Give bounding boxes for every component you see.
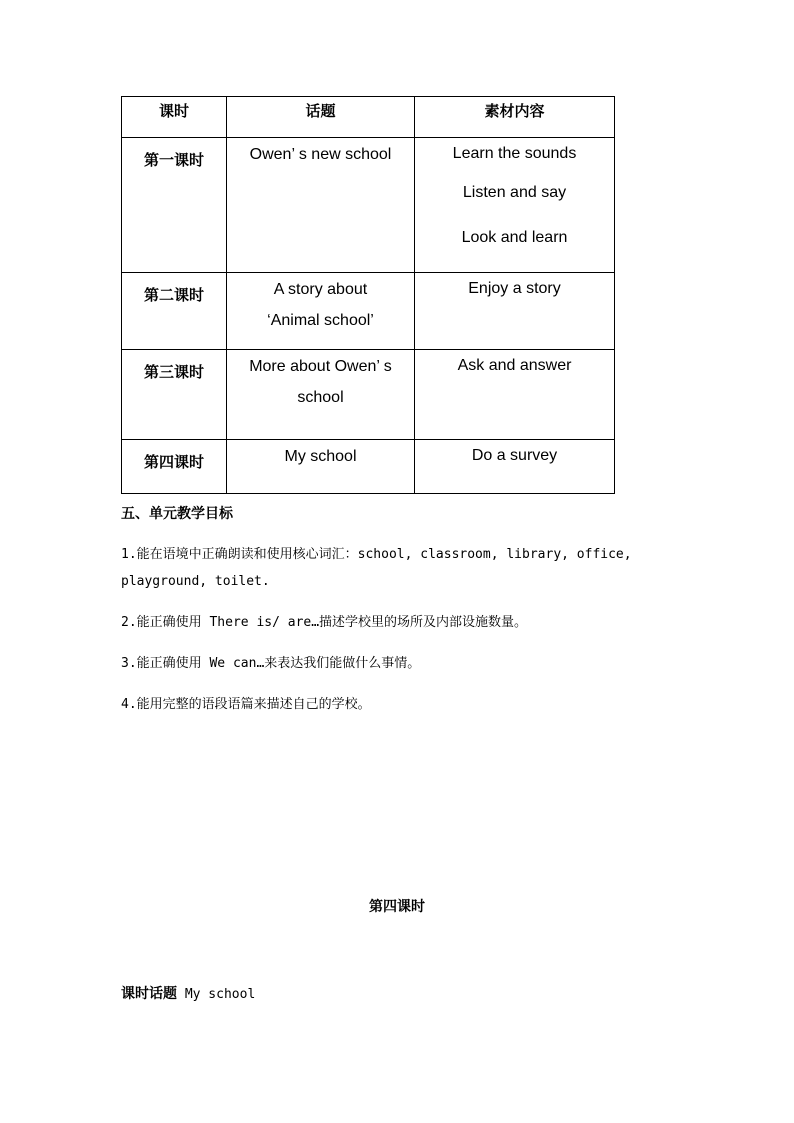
header-cell: 话题 xyxy=(227,97,415,138)
lesson-cell: 第三课时 xyxy=(122,350,227,440)
objective-item: 3.能正确使用 We can…来表达我们能做什么事情。 xyxy=(121,656,421,671)
material-item: Enjoy a story xyxy=(468,280,561,297)
material-item: Look and learn xyxy=(461,229,568,246)
lesson-table xyxy=(121,96,615,494)
topic-line-2: ‘Animal school’ xyxy=(267,312,374,329)
header-cell: 课时 xyxy=(122,97,227,138)
lesson-topic-line xyxy=(121,983,255,1003)
table-row xyxy=(122,138,615,273)
topic-line-1: A story about xyxy=(273,281,368,298)
objective-item: 4.能用完整的语段语篇来描述自己的学校。 xyxy=(121,697,371,712)
table-row xyxy=(122,350,615,440)
material-item: Do a survey xyxy=(471,447,558,464)
objective-item: 1.能在语境中正确朗读和使用核心词汇：school, classroom, library, office, playground, toilet. xyxy=(121,547,632,589)
lesson-cell: 第四课时 xyxy=(122,440,227,494)
topic-cell: More about Owen’ s school xyxy=(227,350,415,440)
material-item: Ask and answer xyxy=(457,357,572,374)
materials-cell xyxy=(415,350,615,440)
header-cell: 素材内容 xyxy=(415,97,615,138)
table-row xyxy=(122,273,615,350)
materials-cell xyxy=(415,440,615,494)
materials-cell xyxy=(415,273,615,350)
topic-cell: Owen’ s new school xyxy=(227,138,415,273)
section-heading: 五、单元教学目标 xyxy=(121,505,233,521)
material-item: Learn the sounds xyxy=(452,145,577,162)
lesson-title: 第四课时 xyxy=(369,898,425,914)
lesson-topic-value: My school xyxy=(177,987,256,1002)
materials-cell xyxy=(415,138,615,273)
material-item: Listen and say xyxy=(462,184,567,201)
table-header-row xyxy=(122,97,615,138)
topic-cell xyxy=(227,273,415,350)
lesson-cell: 第一课时 xyxy=(122,138,227,273)
lesson-cell: 第二课时 xyxy=(122,273,227,350)
objective-item: 2.能正确使用 There is/ are…描述学校里的场所及内部设施数量。 xyxy=(121,615,528,630)
topic-cell: My school xyxy=(227,440,415,494)
table-row xyxy=(122,440,615,494)
lesson-topic-label: 课时话题 xyxy=(121,985,177,1001)
